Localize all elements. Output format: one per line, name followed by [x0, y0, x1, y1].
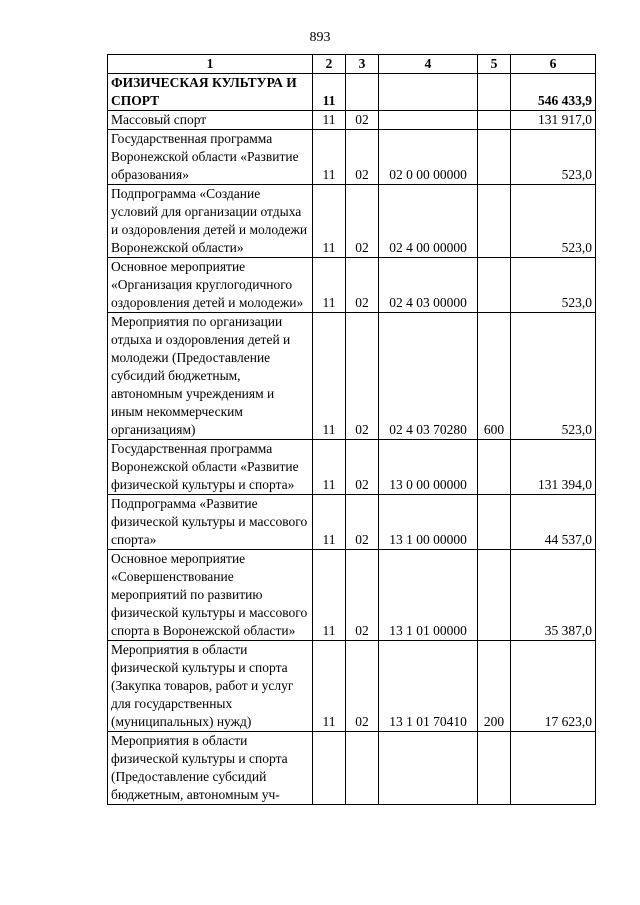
row-target	[379, 111, 478, 130]
row-amount: 523,0	[511, 185, 596, 258]
row-amount: 546 433,9	[511, 74, 596, 111]
row-expense-type	[478, 440, 511, 495]
row-amount: 44 537,0	[511, 495, 596, 550]
row-target	[379, 732, 478, 805]
row-section	[313, 732, 346, 805]
budget-table	[107, 54, 596, 805]
row-expense-type	[478, 258, 511, 313]
row-section: 11	[313, 495, 346, 550]
row-name: Государственная программа Воронежской области «Развитие физической культуры и спорта»	[108, 440, 313, 495]
table-header-row	[108, 55, 596, 74]
row-subsection: 02	[346, 258, 379, 313]
row-section: 11	[313, 74, 346, 111]
row-expense-type	[478, 74, 511, 111]
table-row	[108, 550, 596, 641]
row-subsection: 02	[346, 440, 379, 495]
row-section: 11	[313, 258, 346, 313]
row-subsection	[346, 732, 379, 805]
row-subsection: 02	[346, 130, 379, 185]
table-row	[108, 111, 596, 130]
row-target: 13 0 00 00000	[379, 440, 478, 495]
row-subsection	[346, 74, 379, 111]
row-amount	[511, 732, 596, 805]
table-row	[108, 258, 596, 313]
row-name: Подпрограмма «Развитие физической культуры и массового спорта»	[108, 495, 313, 550]
row-section: 11	[313, 641, 346, 732]
row-target: 02 4 03 70280	[379, 313, 478, 440]
row-target: 13 1 01 00000	[379, 550, 478, 641]
table-row	[108, 74, 596, 111]
table-row	[108, 313, 596, 440]
row-target: 13 1 01 70410	[379, 641, 478, 732]
row-name: Мероприятия по организации отдыха и оздоровления детей и молодежи (Предоставление субсидий бюджетным, автономным учреждениям и иным некоммерческим организациям)	[108, 313, 313, 440]
row-expense-type	[478, 732, 511, 805]
row-amount: 523,0	[511, 313, 596, 440]
row-subsection: 02	[346, 495, 379, 550]
table-row	[108, 130, 596, 185]
row-target: 13 1 00 00000	[379, 495, 478, 550]
row-amount: 131 394,0	[511, 440, 596, 495]
row-name: Мероприятия в области физической культуры и спорта (Предоставление субсидий бюджетным, автономным уч-	[108, 732, 313, 805]
table-row	[108, 732, 596, 805]
row-name: Основное мероприятие «Совершенствование мероприятий по развитию физической культуры и массового спорта в Воронежской области»	[108, 550, 313, 641]
row-target: 02 4 03 00000	[379, 258, 478, 313]
row-expense-type	[478, 550, 511, 641]
row-name: Мероприятия в области физической культуры и спорта (Закупка товаров, работ и услуг для государственных (муниципальных) нужд)	[108, 641, 313, 732]
row-expense-type	[478, 495, 511, 550]
row-expense-type	[478, 185, 511, 258]
row-section: 11	[313, 440, 346, 495]
table-row	[108, 495, 596, 550]
row-amount: 523,0	[511, 130, 596, 185]
row-target: 02 4 00 00000	[379, 185, 478, 258]
table-row	[108, 185, 596, 258]
row-subsection: 02	[346, 641, 379, 732]
column-header: 3	[346, 55, 379, 74]
row-expense-type	[478, 130, 511, 185]
column-header: 5	[478, 55, 511, 74]
row-subsection: 02	[346, 111, 379, 130]
row-name: Массовый спорт	[108, 111, 313, 130]
table-row	[108, 641, 596, 732]
row-expense-type: 200	[478, 641, 511, 732]
row-amount: 523,0	[511, 258, 596, 313]
row-amount: 35 387,0	[511, 550, 596, 641]
column-header: 4	[379, 55, 478, 74]
row-expense-type: 600	[478, 313, 511, 440]
row-target	[379, 74, 478, 111]
row-subsection: 02	[346, 313, 379, 440]
page-number: 893	[309, 30, 331, 45]
row-name: Государственная программа Воронежской области «Развитие образования»	[108, 130, 313, 185]
row-name: Подпрограмма «Создание условий для организации отдыха и оздоровления детей и молодежи Воронежской области»	[108, 185, 313, 258]
row-section: 11	[313, 130, 346, 185]
row-name: ФИЗИЧЕСКАЯ КУЛЬТУРА И СПОРТ	[108, 74, 313, 111]
row-section: 11	[313, 313, 346, 440]
row-amount: 131 917,0	[511, 111, 596, 130]
table-row	[108, 440, 596, 495]
row-name: Основное мероприятие «Организация круглогодичного оздоровления детей и молодежи»	[108, 258, 313, 313]
row-subsection: 02	[346, 185, 379, 258]
row-section: 11	[313, 185, 346, 258]
row-amount: 17 623,0	[511, 641, 596, 732]
row-section: 11	[313, 550, 346, 641]
column-header: 2	[313, 55, 346, 74]
column-header: 6	[511, 55, 596, 74]
column-header: 1	[108, 55, 313, 74]
row-section: 11	[313, 111, 346, 130]
row-expense-type	[478, 111, 511, 130]
row-target: 02 0 00 00000	[379, 130, 478, 185]
row-subsection: 02	[346, 550, 379, 641]
